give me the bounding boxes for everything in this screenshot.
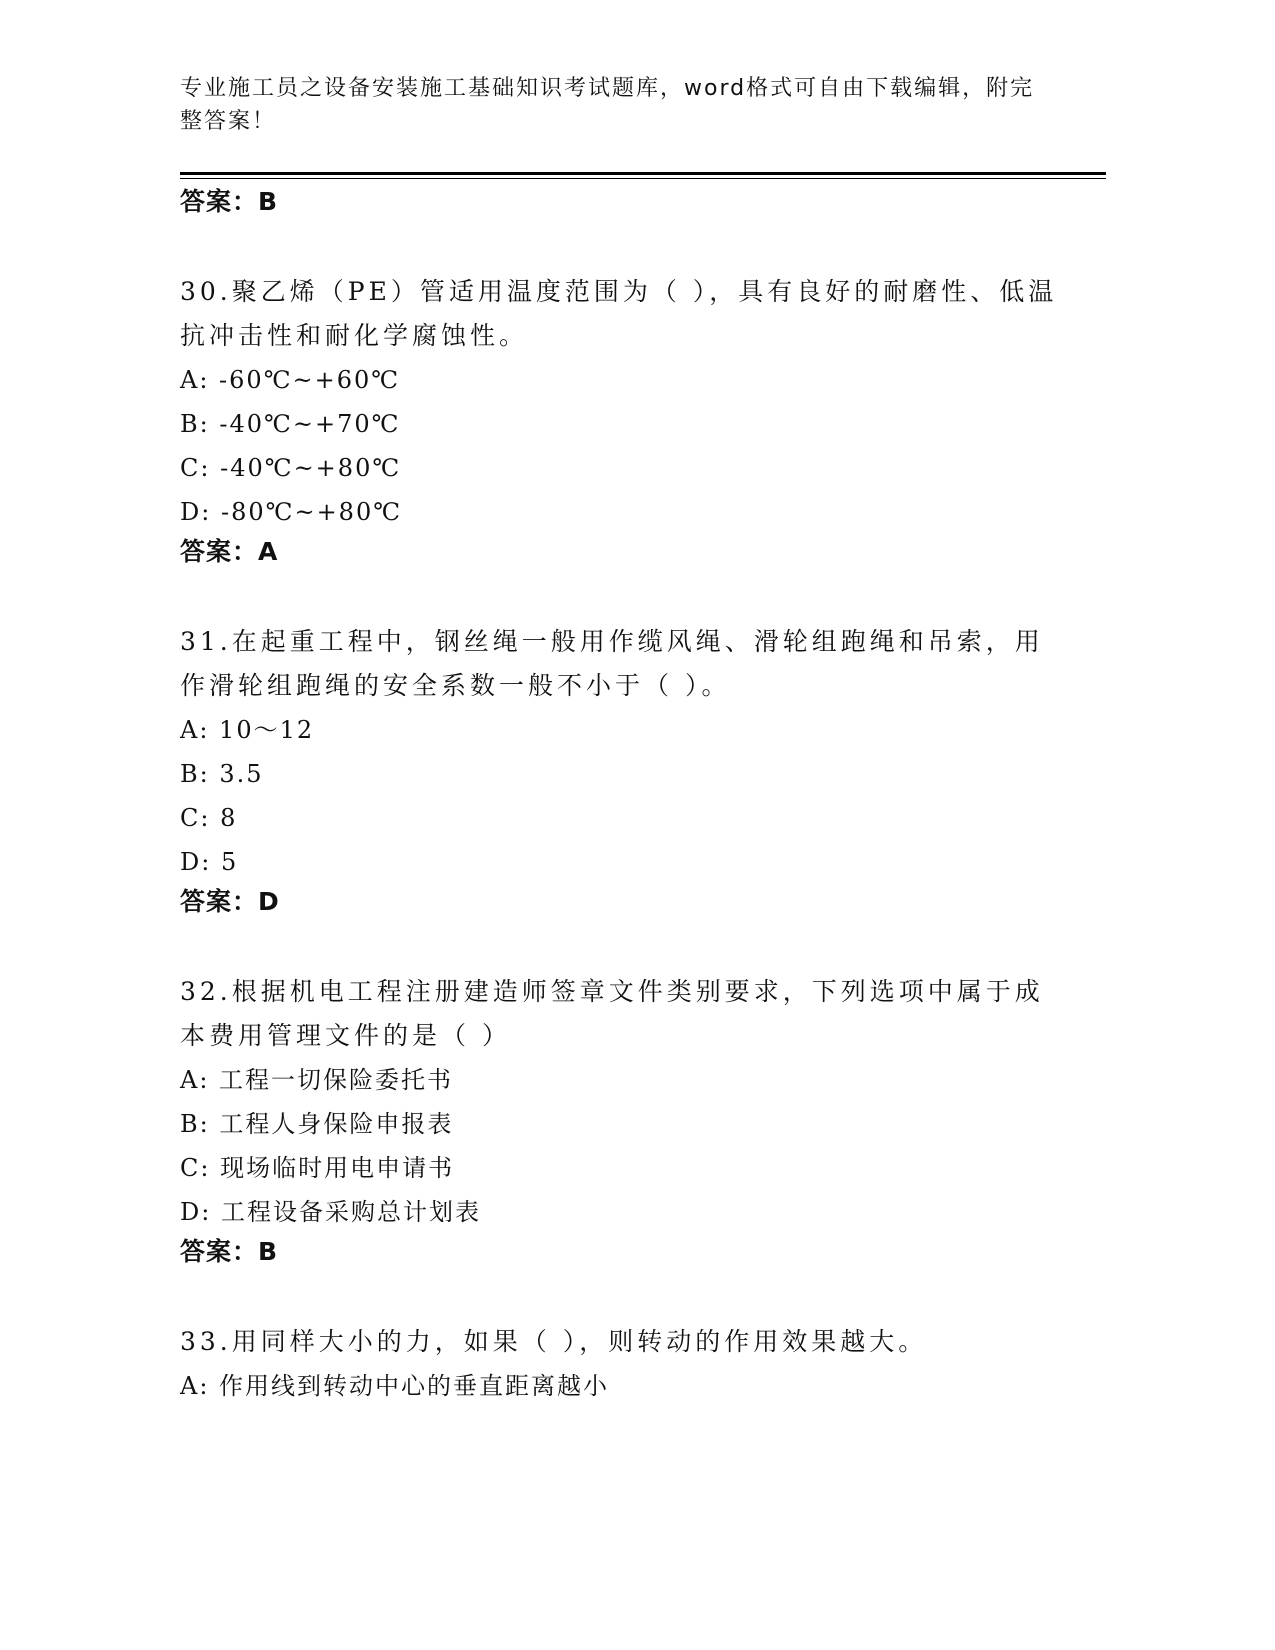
question-text: 32.根据机电工程注册建造师签章文件类别要求，下列选项中属于成本费用管理文件的是（ ） (180, 977, 1044, 1050)
option-c: C: 8 (180, 804, 238, 832)
option-d: D: 5 (180, 848, 239, 876)
option-d: D: -80℃~+80℃ (180, 498, 403, 526)
option-a: A: -60℃~+60℃ (180, 366, 401, 394)
option-a: A: 作用线到转动中心的垂直距离越小 (180, 1372, 610, 1400)
option-b: B: 3.5 (180, 760, 264, 788)
header-rule-thin (180, 178, 1106, 179)
question-block (180, 1320, 1060, 1408)
answer-line: 答案：A (180, 537, 279, 566)
question-text: 33.用同样大小的力，如果（ ），则转动的作用效果越大。 (180, 1327, 928, 1356)
header-rule-thick (180, 172, 1106, 175)
option-a: A: 10～12 (180, 716, 315, 744)
question-block (180, 620, 1060, 920)
option-b: B: 工程人身保险申报表 (180, 1110, 454, 1138)
question-block (180, 970, 1060, 1270)
answer-line: 答案：D (180, 887, 280, 916)
answer-line: 答案：B (180, 1237, 279, 1266)
answer-line: 答案：B (180, 187, 279, 216)
option-d: D: 工程设备采购总计划表 (180, 1198, 481, 1226)
option-a: A: 工程一切保险委托书 (180, 1066, 454, 1094)
question-list (180, 184, 1060, 1408)
option-b: B: -40℃~+70℃ (180, 410, 401, 438)
question-block (180, 270, 1060, 570)
option-c: C: -40℃~+80℃ (180, 454, 402, 482)
question-text: 31.在起重工程中，钢丝绳一般用作缆风绳、滑轮组跑绳和吊索，用作滑轮组跑绳的安全系数一般不小于（ ）。 (180, 627, 1044, 700)
option-c: C: 现场临时用电申请书 (180, 1154, 455, 1182)
question-text: 30.聚乙烯（PE）管适用温度范围为（ ），具有良好的耐磨性、低温抗冲击性和耐化学腐蚀性。 (180, 277, 1058, 350)
document-header: 专业施工员之设备安装施工基础知识考试题库，word格式可自由下载编辑，附完整答案！ (180, 76, 1035, 134)
